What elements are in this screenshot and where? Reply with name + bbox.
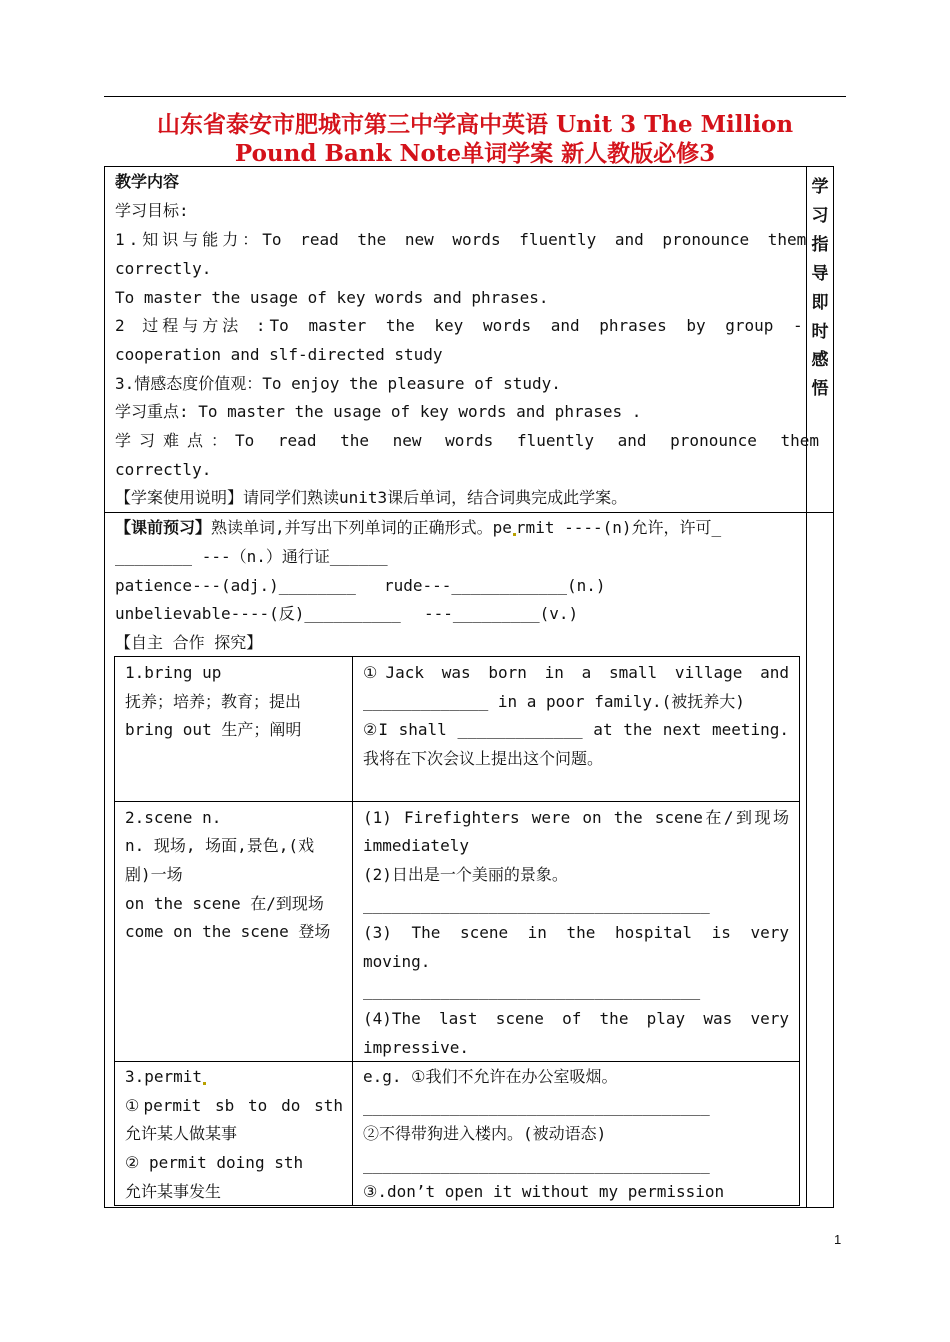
goal-1: [115, 230, 807, 250]
title-line-2: Pound Bank Note单词学案 新人教版必修3: [234, 140, 716, 167]
item-2-left: 2.scene n.: [125, 808, 222, 827]
item-3-right: ____________________________________: [363, 1097, 710, 1116]
goal-1-extra: To master the usage of key words and phrases.: [115, 288, 549, 307]
side-note-char: 时: [811, 322, 829, 342]
item-2-right: (4)The last scene of the play was very: [363, 1009, 789, 1028]
preview-heading: 【课前预习】: [115, 518, 212, 537]
goal-1-text: To read the new words fluently and pronounce them: [262, 230, 807, 249]
learning-difficulty: [115, 431, 820, 451]
difficulty-cont: correctly.: [115, 460, 212, 479]
item-1-example-1b: _____________ in a poor family.(被抚养大): [363, 692, 745, 711]
usage-instructions: 【学案使用说明】请同学们熟读unit3课后单词，结合词典完成此学案。: [115, 488, 628, 507]
item-2-right: impressive.: [363, 1038, 469, 1057]
goal-2: [115, 316, 803, 336]
goals-label: 学习目标:: [115, 201, 189, 220]
difficulty-label: 学习难点：: [115, 431, 236, 450]
preview-line-1: [115, 518, 721, 538]
item-3-left: [125, 1067, 206, 1087]
goal-1-label: 1.知识与能力：: [115, 230, 263, 249]
inner-row-divider: [114, 1061, 800, 1062]
item-2-left: n. 现场, 场面,景色,(戏: [125, 836, 315, 855]
item-2-right: (1) Firefighters were on the scene在/到现场: [363, 808, 789, 827]
goal-3: 3.情感态度价值观：To enjoy the pleasure of study.: [115, 374, 561, 393]
preview-line-4a: unbelievable----(反)__________: [115, 604, 401, 623]
item-3-left: 允许某事发生: [125, 1182, 222, 1201]
marker-dot-icon: [203, 1082, 206, 1085]
goal-2-text: To master the key words and phrases by group -: [269, 316, 803, 335]
item-2-right: ____________________________________: [363, 895, 710, 914]
intro-heading: 教学内容: [115, 172, 180, 191]
item-1-left: bring out 生产；阐明: [125, 720, 302, 739]
item-3-right: ③.don’t open it without my permission: [363, 1182, 725, 1201]
item-3-left: ①permit sb to do sth: [125, 1096, 343, 1115]
side-note-char: 导: [811, 264, 829, 284]
item-1-example-2b: 我将在下次会议上提出这个问题。: [363, 749, 604, 768]
side-note-char: 习: [811, 206, 829, 226]
item-3-right: e.g. ①我们不允许在办公室吸烟。: [363, 1067, 618, 1086]
side-note-char: 悟: [811, 379, 829, 399]
side-note-cell-2: [806, 512, 834, 1208]
item-2-left: come on the scene 登场: [125, 922, 331, 941]
side-note-char: 学: [811, 177, 829, 197]
preview-text-tail: rmit ----(n)允许，许可_: [515, 518, 722, 537]
page-title: [104, 110, 846, 168]
item-2-right: (3) The scene in the hospital is very: [363, 923, 789, 942]
goal-2-cont: cooperation and slf-directed study: [115, 345, 443, 364]
goal-2-label: 2 过程与方法 :: [115, 316, 270, 335]
preview-text: 熟读单词,并写出下列单词的正确形式。pe: [211, 518, 512, 537]
item-1-example-2a: ②I shall _____________ at the next meeting.: [363, 720, 789, 739]
item-2-left: 剧)一场: [125, 865, 183, 884]
side-note-char: 指: [811, 235, 829, 255]
side-note-char: 即: [811, 293, 829, 313]
page-number: 1: [834, 1232, 842, 1247]
learning-focus: 学习重点: To master the usage of key words and phrases .: [115, 402, 642, 421]
item-1-example-1a: ①Jack was born in a small village and: [363, 663, 789, 682]
preview-line-2: ________ ---（n.）通行证______: [115, 547, 388, 566]
inner-column-divider: [352, 656, 353, 1206]
side-note-char: 感: [811, 350, 829, 370]
explore-heading: 【自主 合作 探究】: [115, 633, 263, 652]
item-3-right: ②不得带狗进入楼内。(被动语态): [363, 1124, 607, 1143]
item-2-right: ___________________________________: [363, 981, 701, 1000]
preview-line-4b: ---_________(v.): [424, 604, 579, 623]
title-line-1: 山东省泰安市肥城市第三中学高中英语 Unit 3 The Million: [156, 111, 794, 138]
preview-line-3a: patience---(adj.)________: [115, 576, 356, 595]
item-2-right: immediately: [363, 836, 469, 855]
item-1-left: 抚养；培养；教育；提出: [125, 692, 302, 711]
item-3-left: ② permit doing sth: [125, 1153, 304, 1172]
item-3-right: ____________________________________: [363, 1155, 710, 1174]
goal-1-cont: correctly.: [115, 259, 212, 278]
item-3-left: 允许某人做某事: [125, 1124, 238, 1143]
inner-row-divider: [114, 801, 800, 802]
item-3-word: 3.permit: [125, 1067, 203, 1086]
item-2-left: on the scene 在/到现场: [125, 894, 324, 913]
difficulty-text: To read the new words fluently and pronounce them: [235, 431, 820, 450]
item-2-right: moving.: [363, 952, 431, 971]
top-rule: [104, 96, 846, 97]
item-1-left: 1.bring up: [125, 663, 222, 682]
item-2-right: (2)日出是一个美丽的景象。: [363, 865, 568, 884]
side-note-cell: [806, 166, 834, 513]
preview-line-3b: rude---____________(n.): [384, 576, 606, 595]
